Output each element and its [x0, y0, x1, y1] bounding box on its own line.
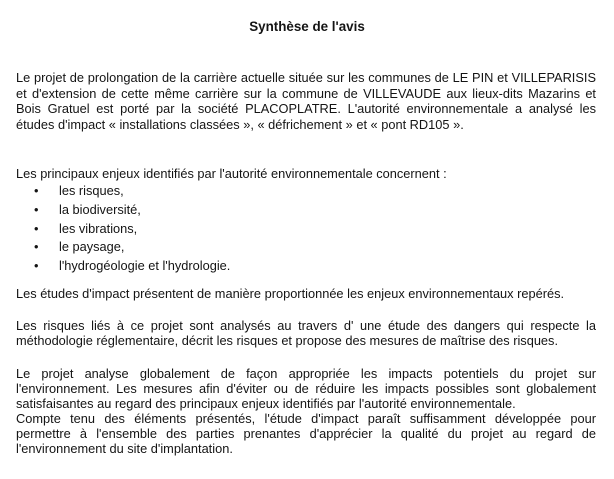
conclusion-paragraph: Compte tenu des éléments présentés, l'étude d'impact paraît suffisamment développée pour permettre à l'ensemble des parties prenantes d'apprécier la qualité du projet au regard de l'environnement du site d'implantation.	[16, 411, 596, 456]
list-item	[16, 238, 576, 257]
bullet-icon: •	[34, 258, 39, 274]
document-title: Synthèse de l'avis	[249, 19, 365, 34]
list-item-text: les vibrations,	[59, 220, 138, 236]
issues-list	[16, 182, 576, 276]
bullet-icon: •	[34, 220, 39, 236]
list-item-text: la biodiversité,	[59, 201, 141, 217]
list-item-text: le paysage,	[59, 239, 125, 255]
environment-analysis-paragraph: Le projet analyse globalement de façon appropriée les impacts potentiels du projet sur l'environnement. Les mesures afin d'éviter ou de réduire les impacts possibles sont globalement satisfaisantes au regard des principaux enjeux identifiés par l'autorité environnementale.	[16, 366, 596, 411]
list-item	[16, 257, 576, 276]
list-item	[16, 220, 576, 239]
impact-studies-paragraph: Les études d'impact présentent de manière proportionnée les enjeux environnementaux repérés.	[16, 286, 565, 301]
list-item	[16, 201, 576, 220]
issues-intro-paragraph: Les principaux enjeux identifiés par l'autorité environnementale concernent :	[16, 166, 447, 181]
list-item-text: l'hydrogéologie et l'hydrologie.	[59, 258, 231, 274]
bullet-icon: •	[34, 183, 39, 198]
list-item	[16, 182, 576, 201]
intro-paragraph: Le projet de prolongation de la carrière actuelle située sur les communes de LE PIN et VILLEPARISIS et d'extension de cette même carrière sur la commune de VILLEVAUDE aux lieux-dits Mazarins et Bois Gratuel est porté par la société PLACOPLATRE. L'autorité environnementale a analysé les études d'impact « installations classées », « défrichement » et « pont RD105 ».	[16, 70, 596, 132]
bullet-icon: •	[34, 201, 39, 217]
list-item-text: les risques,	[59, 183, 124, 198]
risks-paragraph: Les risques liés à ce projet sont analysés au travers d' une étude des dangers qui respecte la méthodologie réglementaire, décrit les risques et propose des mesures de maîtrise des risques.	[16, 318, 596, 348]
bullet-icon: •	[34, 239, 39, 255]
